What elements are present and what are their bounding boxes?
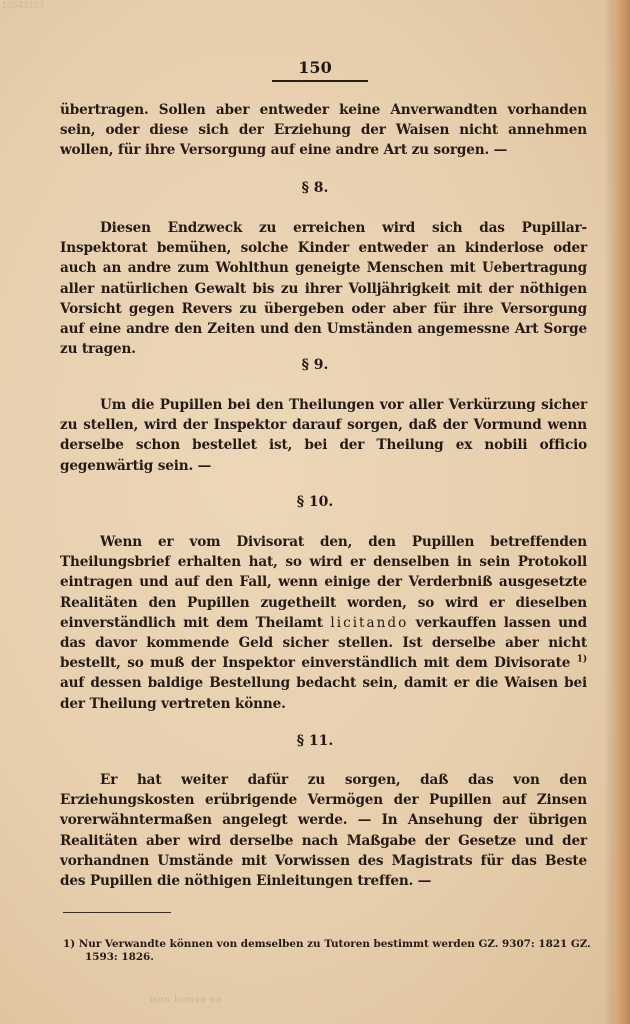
paragraph-text-part: Wenn er vom Divisorat den, den Pupillen betreffenden Theilungsbrief erhalten hat, so wird er denselben in sein Protokoll eintragen und auf den Fall, wenn einige der Verderbniß ausgesetzte Realitäten den Pupillen zugetheilt worden, so wird er dieselben einverständlich mit dem Theilamt: [60, 534, 587, 631]
paragraph-text: Um die Pupillen bei den Theilungen vor aller Verkürzung sicher zu stellen, wird der Inspektor darauf sorgen, daß der Vormund wenn derselbe schon bestellet ist, bei der Theilung ex nobili officio gegenwärtig sein. —: [60, 397, 587, 474]
bleed-through-text: mon homon no: [150, 995, 223, 1004]
page-edge: [614, 0, 630, 1024]
scan-id-label: 10543323: [2, 0, 44, 10]
footnote: [63, 938, 593, 964]
paragraph-section-11: [60, 770, 587, 891]
paragraph-text-part: verkauffen lassen und das davor kommende Geld sicher stellen. Ist derselbe aber nicht bestellt, so muß der Inspektor einverständlich mit dem Divisorate: [60, 614, 587, 672]
section-heading-10: § 10.: [296, 494, 334, 510]
paragraph-text: [60, 532, 587, 714]
page-number-rule: [272, 80, 368, 82]
paragraph-section-8: [60, 218, 587, 359]
section-heading-11: § 11.: [296, 733, 334, 749]
paragraph-continuation: [60, 100, 587, 161]
paragraph-text: übertragen. Sollen aber entweder keine Anverwandten vorhanden sein, oder diese sich der Erziehung der Waisen nicht annehmen wollen, für ihre Versorgung auf eine andre Art zu sorgen. —: [60, 102, 587, 159]
section-heading-8: § 8.: [301, 180, 329, 196]
section-heading-9: § 9.: [301, 357, 329, 373]
page-number: 150: [298, 58, 332, 77]
footnote-reference[interactable]: 1): [576, 654, 587, 665]
paragraph-text-part: auf dessen baldige Bestellung bedacht sein, damit er die Waisen bei der Theilung vertreten könne.: [60, 675, 587, 712]
paragraph-section-9: [60, 395, 587, 476]
footnote-text-continuation: 1593: 1826.: [85, 951, 154, 963]
footnote-text: Nur Verwandte können von demselben zu Tutoren bestimmt werden GZ. 9307: 1821 GZ.: [78, 938, 591, 950]
page-gutter-shadow: [604, 0, 614, 1024]
paragraph-text: Diesen Endzweck zu erreichen wird sich das Pupillar-Inspektorat bemühen, solche Kinder entweder an kinderlose oder auch an andre zum Wohlthun geneigte Menschen mit Uebertragung aller natürlichen Gewalt bis zu ihrer Volljährigkeit mit der nöthigen Vorsicht gegen Revers zu übergeben oder aber für ihre Versorgung auf eine andre den Zeiten und den Umständen angemessne Art Sorge zu tragen.: [60, 220, 587, 358]
paragraph-section-10: [60, 532, 587, 714]
footnote-marker: 1): [63, 938, 76, 950]
paragraph-text: Er hat weiter dafür zu sorgen, daß das von den Erziehungskosten erübrigende Vermögen der Pupillen auf Zinsen vorerwähntermaßen angelegt werde. — In Ansehung der übrigen Realitäten aber wird derselbe nach Maßgabe der Gesetze und der vorhandnen Umstände mit Vorwissen des Magistrats für das Beste des Pupillen die nöthigen Einleitungen treffen. —: [60, 772, 587, 890]
latin-term-spaced: licitando: [330, 614, 409, 631]
footnote-divider: [63, 912, 171, 913]
